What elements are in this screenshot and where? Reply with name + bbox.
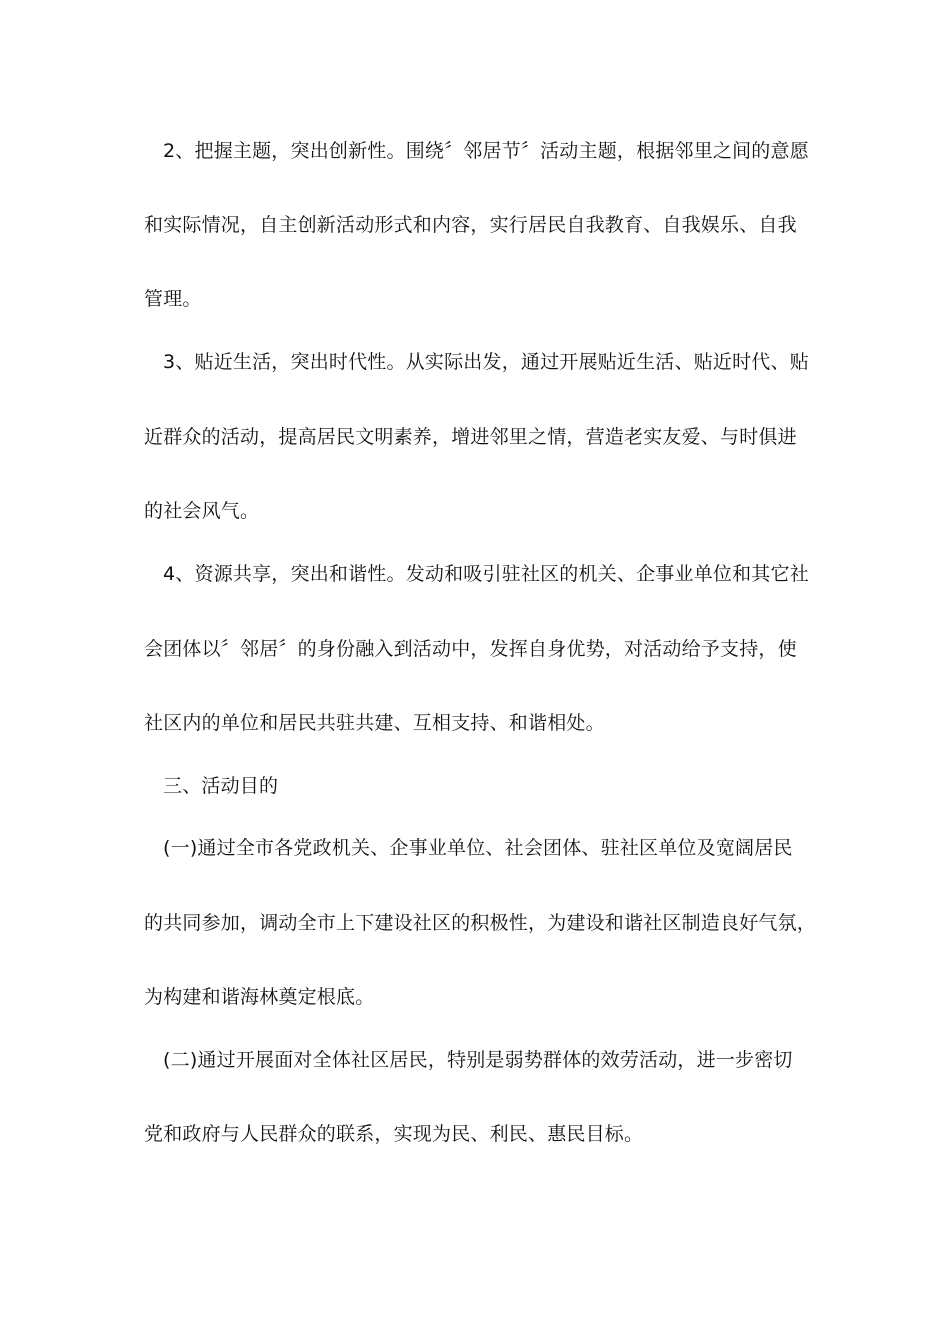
- paragraph-4-line-1: 4、资源共享，突出和谐性。发动和吸引驻社区的机关、企事业单位和其它社: [163, 563, 809, 585]
- section-heading: 三、活动目的: [163, 775, 279, 797]
- purpose-2-line-2: 党和政府与人民群众的联系，实现为民、利民、惠民目标。: [144, 1123, 644, 1145]
- paragraph-2-line-3: 管理。: [144, 288, 202, 310]
- paragraph-3-line-2: 近群众的活动，提高居民文明素养，增进邻里之情，营造老实友爱、与时俱进: [144, 426, 797, 448]
- paragraph-2-line-2: 和实际情况，自主创新活动形式和内容，实行居民自我教育、自我娱乐、自我: [144, 214, 797, 236]
- paragraph-4-line-2: 会团体以〞邻居〞的身份融入到活动中，发挥自身优势，对活动给予支持，使: [144, 638, 797, 660]
- paragraph-4-line-3: 社区内的单位和居民共驻共建、互相支持、和谐相处。: [144, 712, 605, 734]
- paragraph-2-line-1: 2、把握主题，突出创新性。围绕〞邻居节〞活动主题，根据邻里之间的意愿: [163, 140, 809, 162]
- paragraph-3-line-1: 3、贴近生活，突出时代性。从实际出发，通过开展贴近生活、贴近时代、贴: [163, 351, 809, 373]
- purpose-1-line-2: 的共同参加，调动全市上下建设社区的积极性，为建设和谐社区制造良好气氛，: [144, 912, 817, 934]
- purpose-1-line-1: (一)通过全市各党政机关、企事业单位、社会团体、驻社区单位及宽阔居民: [163, 837, 793, 859]
- paragraph-3-line-3: 的社会风气。: [144, 500, 260, 522]
- purpose-2-line-1: (二)通过开展面对全体社区居民，特别是弱势群体的效劳活动，进一步密切: [163, 1049, 793, 1071]
- purpose-1-line-3: 为构建和谐海林奠定根底。: [144, 986, 375, 1008]
